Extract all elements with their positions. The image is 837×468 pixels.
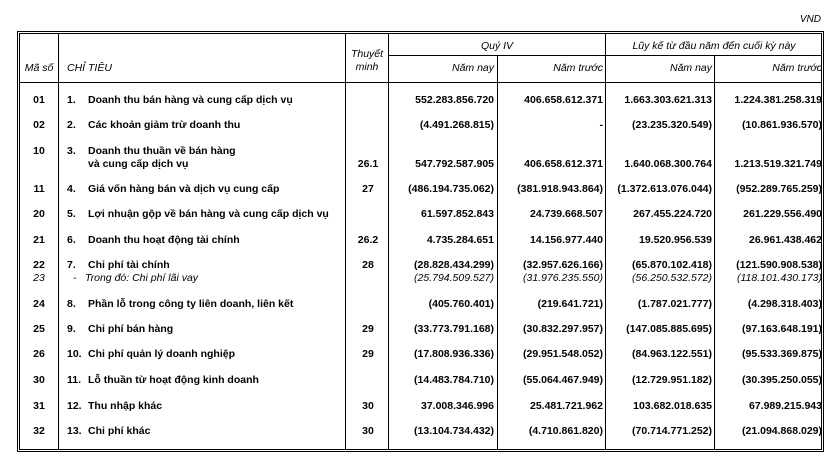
row-label xyxy=(67,348,235,360)
value-ytd-prior: (95.533.369.875) xyxy=(742,348,822,360)
header-code: Mã số xyxy=(24,62,54,74)
value-q4-prior: 24.739.668.507 xyxy=(530,208,603,220)
row-index: 11. xyxy=(67,374,82,386)
value-ytd-prior: (118.101.430.173) xyxy=(736,272,822,284)
value-q4-current: (17.808.936.336) xyxy=(414,348,494,360)
row-label-line2: và cung cấp dịch vụ xyxy=(88,158,189,170)
row-code: 30 xyxy=(33,374,45,386)
row-index: 8. xyxy=(67,298,76,310)
row-label-text: Doanh thu hoạt động tài chính xyxy=(88,234,240,246)
row-index: 7. xyxy=(67,259,76,271)
value-ytd-prior: (30.395.250.055) xyxy=(742,374,822,386)
row-label-text: Thu nhập khác xyxy=(88,400,163,412)
value-q4-current: (33.773.791.168) xyxy=(414,323,494,335)
value-ytd-current: (147.085.885.695) xyxy=(626,323,712,335)
row-label xyxy=(67,298,293,310)
value-q4-current: 37.008.346.996 xyxy=(421,400,494,412)
row-note: 26.1 xyxy=(357,158,379,170)
row-label xyxy=(67,259,170,271)
value-ytd-prior: (97.163.648.191) xyxy=(742,323,822,335)
row-label xyxy=(67,374,259,386)
row-label-text: Lỗ thuần từ hoạt động kinh doanh xyxy=(88,374,259,386)
currency-unit: VND xyxy=(799,14,821,25)
value-q4-current: (14.483.784.710) xyxy=(414,374,494,386)
row-label xyxy=(73,272,198,284)
row-index: - xyxy=(73,272,77,284)
row-label xyxy=(67,323,173,335)
row-label-text: Chi phí tài chính xyxy=(88,259,170,271)
col-divider xyxy=(714,56,715,449)
row-code: 10 xyxy=(33,145,45,157)
income-statement-table xyxy=(17,31,824,452)
row-index: 5. xyxy=(67,208,76,220)
value-ytd-prior: 261.229.556.490 xyxy=(743,208,822,220)
value-q4-prior: (4.710.861.820) xyxy=(528,425,603,437)
value-ytd-current: 1.640.068.300.764 xyxy=(624,158,712,170)
value-ytd-current: (70.714.771.252) xyxy=(632,425,712,437)
row-index: 6. xyxy=(67,234,76,246)
col-divider xyxy=(58,34,59,449)
value-q4-current: 547.792.587.905 xyxy=(415,158,494,170)
value-q4-current: 4.735.284.651 xyxy=(426,234,494,246)
row-code: 01 xyxy=(33,94,45,106)
header-ytd-current: Năm nay xyxy=(669,62,712,74)
value-q4-current: 552.283.856.720 xyxy=(415,94,494,106)
row-label-text: Trong đó: Chi phí lãi vay xyxy=(85,272,199,284)
value-q4-current: (405.760.401) xyxy=(428,298,494,310)
row-code: 31 xyxy=(33,400,45,412)
value-ytd-current: (12.729.951.182) xyxy=(632,374,712,386)
row-code: 26 xyxy=(33,348,45,360)
value-ytd-prior: (952.289.765.259) xyxy=(736,183,822,195)
header-bottom-border xyxy=(20,82,821,83)
row-index: 2. xyxy=(67,119,76,131)
row-label-text: Phần lỗ trong công ty liên doanh, liên kết xyxy=(88,298,294,310)
value-q4-prior: 406.658.612.371 xyxy=(524,94,603,106)
value-q4-prior: (219.641.721) xyxy=(537,298,603,310)
header-ytd-prior: Năm trước xyxy=(772,62,822,74)
col-divider xyxy=(605,34,606,449)
row-note: 30 xyxy=(362,425,374,437)
row-index: 3. xyxy=(67,145,76,157)
row-note: 28 xyxy=(362,259,374,271)
row-label-text: Doanh thu bán hàng và cung cấp dịch vụ xyxy=(88,94,293,106)
row-note: 30 xyxy=(362,400,374,412)
header-divider xyxy=(388,55,821,56)
header-group-q4: Quý IV xyxy=(480,40,514,52)
row-note: 26.2 xyxy=(357,234,379,246)
value-ytd-prior: (10.861.936.570) xyxy=(742,119,822,131)
header-group-ytd: Lũy kế từ đầu năm đến cuối kỳ này xyxy=(632,40,796,52)
value-ytd-current: (84.963.122.551) xyxy=(632,348,712,360)
value-ytd-prior: 1.213.519.321.749 xyxy=(734,158,822,170)
value-q4-prior: (32.957.626.166) xyxy=(523,259,603,271)
row-label-text: Chi phí quản lý doanh nghiệp xyxy=(88,348,235,360)
row-index: 9. xyxy=(67,323,76,335)
row-index: 4. xyxy=(67,183,76,195)
value-ytd-current: 19.520.956.539 xyxy=(639,234,712,246)
value-ytd-prior: 67.989.215.943 xyxy=(749,400,822,412)
row-label xyxy=(67,119,240,131)
value-q4-current: (13.104.734.432) xyxy=(414,425,494,437)
value-ytd-prior: (21.094.868.029) xyxy=(742,425,822,437)
row-label xyxy=(67,208,329,220)
value-q4-current: (4.491.268.815) xyxy=(419,119,494,131)
row-label xyxy=(67,400,162,412)
value-ytd-current: (56.250.532.572) xyxy=(632,272,712,284)
value-ytd-current: (23.235.320.549) xyxy=(632,119,712,131)
value-q4-prior: (381.918.943.864) xyxy=(517,183,603,195)
row-code: 21 xyxy=(33,234,45,246)
header-item: CHỈ TIÊU xyxy=(67,62,112,74)
value-ytd-current: 103.682.018.635 xyxy=(633,400,712,412)
row-label-text: Các khoản giảm trừ doanh thu xyxy=(88,119,241,131)
value-q4-current: (486.194.735.062) xyxy=(408,183,494,195)
value-q4-prior: 14.156.977.440 xyxy=(530,234,603,246)
row-index: 13. xyxy=(67,425,82,437)
header-note-line2: minh xyxy=(355,61,379,73)
row-label xyxy=(67,425,150,437)
row-label xyxy=(67,94,293,106)
row-label xyxy=(67,183,279,195)
row-label xyxy=(67,145,236,157)
value-q4-prior: (55.064.467.949) xyxy=(523,374,603,386)
row-code: 32 xyxy=(33,425,45,437)
row-note: 29 xyxy=(362,348,374,360)
row-index: 1. xyxy=(67,94,76,106)
header-q4-current: Năm nay xyxy=(451,62,494,74)
value-q4-current: 61.597.852.843 xyxy=(421,208,494,220)
value-ytd-prior: (4.298.318.403) xyxy=(747,298,822,310)
row-label-text: Doanh thu thuần về bán hàng xyxy=(88,145,236,157)
row-index: 10. xyxy=(67,348,82,360)
value-ytd-prior: (121.590.908.538) xyxy=(736,259,822,271)
row-code: 25 xyxy=(33,323,45,335)
row-label-text: Lợi nhuận gộp về bán hàng và cung cấp dịch vụ xyxy=(88,208,329,220)
row-label xyxy=(67,234,240,246)
row-index: 12. xyxy=(67,400,82,412)
row-label-text: Chi phí bán hàng xyxy=(88,323,174,335)
value-q4-prior: (31.976.235.550) xyxy=(523,272,603,284)
value-ytd-current: 1.663.303.621.313 xyxy=(624,94,712,106)
row-note: 27 xyxy=(362,183,374,195)
row-code: 23 xyxy=(33,272,45,284)
value-q4-prior: 406.658.612.371 xyxy=(524,158,603,170)
col-divider xyxy=(497,56,498,449)
row-code: 11 xyxy=(33,183,45,195)
value-ytd-prior: 26.961.438.462 xyxy=(749,234,822,246)
value-ytd-prior: 1.224.381.258.319 xyxy=(734,94,822,106)
value-q4-prior: - xyxy=(599,119,603,131)
row-note: 29 xyxy=(362,323,374,335)
value-q4-prior: (30.832.297.957) xyxy=(523,323,603,335)
row-label-text: Chi phí khác xyxy=(88,425,151,437)
header-note-line1: Thuyết xyxy=(350,48,384,60)
row-code: 22 xyxy=(33,259,45,271)
value-ytd-current: (65.870.102.418) xyxy=(632,259,712,271)
row-code: 02 xyxy=(33,119,45,131)
value-ytd-current: 267.455.224.720 xyxy=(633,208,712,220)
value-ytd-current: (1.372.613.076.044) xyxy=(617,183,712,195)
value-q4-current: (25.794.509.527) xyxy=(414,272,494,284)
row-label-text: Giá vốn hàng bán và dịch vụ cung cấp xyxy=(88,183,280,195)
row-code: 20 xyxy=(33,208,45,220)
value-q4-current: (28.828.434.299) xyxy=(414,259,494,271)
value-q4-prior: 25.481.721.962 xyxy=(530,400,603,412)
header-q4-prior: Năm trước xyxy=(553,62,603,74)
value-ytd-current: (1.787.021.777) xyxy=(637,298,712,310)
value-q4-prior: (29.951.548.052) xyxy=(523,348,603,360)
row-code: 24 xyxy=(33,298,45,310)
